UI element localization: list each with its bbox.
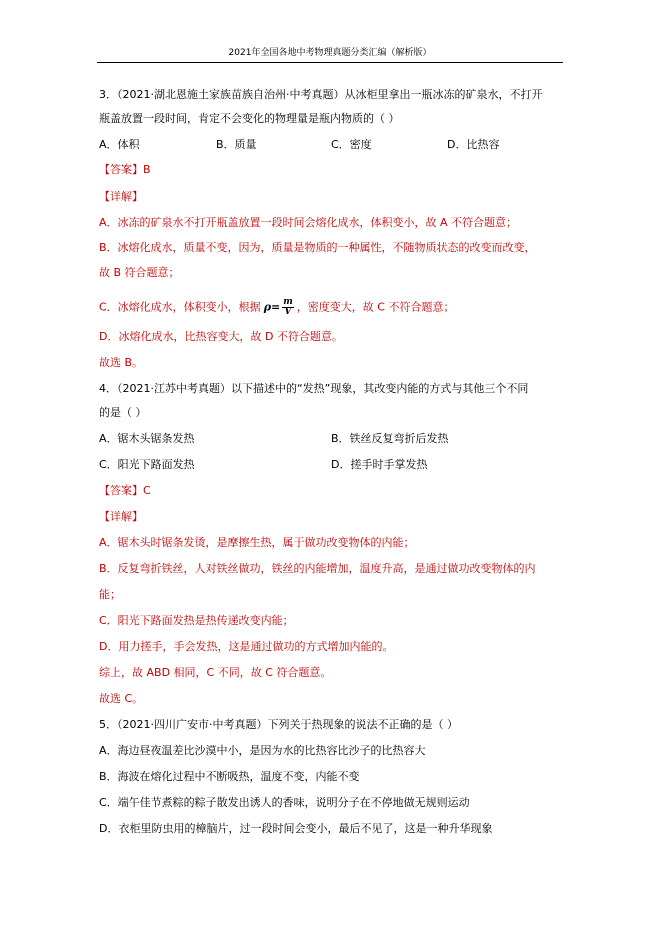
q5-option-c: C．端午佳节煮粽的粽子散发出诱人的香味，说明分子在不停地做无规则运动 <box>99 796 470 809</box>
page-header: 2021年全国各地中考物理真题分类汇编（解析版） <box>228 48 432 58</box>
q4-explain-a: A．锯木头时锯条发烫，是摩擦生热，属于做功改变物体的内能； <box>99 536 415 549</box>
q3-explain-c <box>99 298 454 317</box>
formula-denominator: V <box>284 307 292 317</box>
density-formula <box>264 298 294 317</box>
q5-option-d: D．衣柜里防虫用的樟脑片，过一段时间会变小，最后不见了，这是一种升华现象 <box>99 822 493 835</box>
formula-rho: ρ <box>263 300 272 314</box>
q4-stem-line1: 4．（2021·江苏中考真题）以下描述中的“发热”现象，其改变内能的方式与其他三个不同 <box>99 382 529 395</box>
q4-option-b: B．铁丝反复弯折后发热 <box>331 432 449 445</box>
q5-option-b: B．海波在熔化过程中不断吸热，温度不变，内能不变 <box>99 770 360 783</box>
q3-stem-line2: 瓶盖放置一段时间，肯定不会变化的物理量是瓶内物质的（ ） <box>99 112 400 125</box>
q4-explain-d: D．用力搓手，手会发热，这是通过做功的方式增加内能的。 <box>99 640 394 653</box>
q3-detail-label: 【详解】 <box>99 190 143 203</box>
header-divider <box>97 62 563 63</box>
q4-conclusion: 故选 C。 <box>99 692 144 705</box>
q4-detail-label: 【详解】 <box>99 510 143 523</box>
q4-summary: 综上，故 ABD 相同，C 不同，故 C 符合题意。 <box>99 666 332 679</box>
formula-equals: = <box>271 300 281 314</box>
q4-explain-b2: 能； <box>99 588 121 601</box>
q4-option-c: C．阳光下路面发热 <box>99 458 195 471</box>
q4-explain-c: C．阳光下路面发热是热传递改变内能； <box>99 614 294 627</box>
formula-numerator: m <box>283 297 293 307</box>
q3-answer: 【答案】B <box>99 163 151 176</box>
q3-conclusion: 故选 B。 <box>99 356 144 369</box>
q3-stem-line1: 3．（2021·湖北恩施土家族苗族自治州·中考真题）从冰柜里拿出一瓶冰冻的矿泉水，不打开 <box>99 88 543 101</box>
q4-explain-b1: B．反复弯折铁丝，人对铁丝做功，铁丝的内能增加，温度升高，是通过做功改变物体的内 <box>99 562 536 575</box>
q3-explain-d: D．冰熔化成水，比热容变大，故 D 不符合题意。 <box>99 330 343 343</box>
q4-option-d: D．搓手时手掌发热 <box>331 458 428 471</box>
q3-explain-b2: 故 B 符合题意； <box>99 266 180 279</box>
q3-explain-c-pre: C．冰熔化成水，体积变小，根据 <box>99 300 261 314</box>
formula-fraction <box>282 298 294 317</box>
q3-option-c: C．密度 <box>331 138 372 151</box>
q5-stem: 5．（2021·四川广安市·中考真题）下列关于热现象的说法不正确的是（ ） <box>99 718 458 731</box>
q3-option-d: D．比热容 <box>447 138 500 151</box>
q3-option-b: B．质量 <box>216 138 257 151</box>
q4-stem-line2: 的是（ ） <box>99 406 147 419</box>
q3-explain-c-post: ，密度变大，故 C 不符合题意； <box>296 300 455 314</box>
q3-option-a: A．体积 <box>99 138 140 151</box>
q4-option-a: A．锯木头锯条发热 <box>99 432 195 445</box>
q5-option-a: A．海边昼夜温差比沙漠中小，是因为水的比热容比沙子的比热容大 <box>99 744 426 757</box>
q4-answer: 【答案】C <box>99 484 151 497</box>
q3-explain-b1: B．冰熔化成水，质量不变，因为，质量是物质的一种属性，不随物质状态的改变而改变， <box>99 241 536 254</box>
q3-explain-a: A．冰冻的矿泉水不打开瓶盖放置一段时间会熔化成水，体积变小，故 A 不符合题意； <box>99 216 518 229</box>
